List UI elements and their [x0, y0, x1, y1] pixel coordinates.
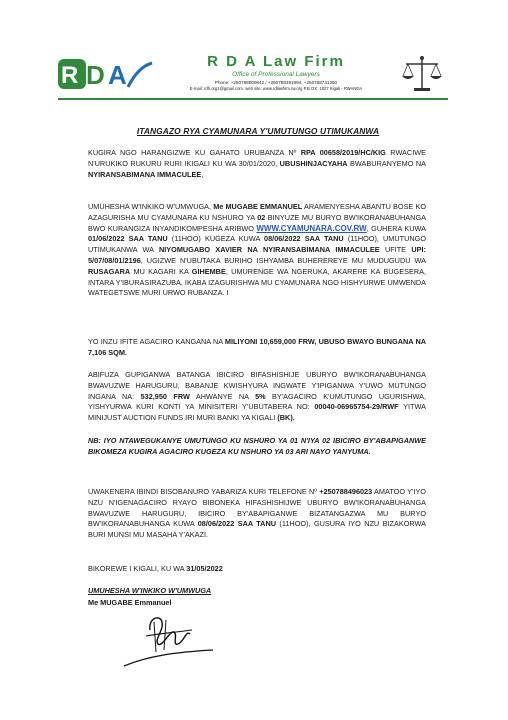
firm-name: R D A Law Firm: [207, 53, 345, 70]
firm-info: [160, 54, 392, 92]
paragraph-contact: UWAKENERA IBINDI BISOBANURO YABARIZA KURI TELEFONE Nº +250788496023 AMATOO Y'IYO NZU N'IGENAGACIRO RYAYO BIBONEKA HIFASHISHIJWE UBURYO BW'IKORANABUHANGA BWAVUZWE HARUGURU, IBICIRO BY'ABAPIGANWE BIZATANGAZWA MU BURYO BW'IKORANABUHANGA KUWA 08/06/2022 SAA TANU (11HOO), GUSURA IYO NZU BIZAKORWA BURI MUNSI MU MASAHA Y'AKAZI.: [88, 487, 426, 540]
signature-name: Me MUGABE Emmanuel: [88, 598, 172, 607]
header-divider: [58, 98, 448, 100]
handwritten-signature: [120, 600, 215, 670]
firm-contact-phone: Phone: +250788000842 / +250788391994, +250788741250: [214, 80, 338, 85]
firm-subtitle: Office of Professional Lawyers: [232, 71, 320, 78]
notice-title: ITANGAZO RYA CYAMUNARA Y'UMUTUNGO UTIMUKANWA: [136, 126, 380, 136]
rda-logo: [58, 57, 154, 91]
paragraph-case: KUGIRA NGO HARANGIZWE KU GAHATO URUBANZA Nº RPA 00658/2019/HC/KIG RWACIWE N'URUKIKO RUKURU RURI IKIGALI KU WA 30/01/2020, UBUSHINJACYAHA BWABURANYEMO NA NYIRANSABIMANA IMMACULEE,: [88, 148, 426, 179]
signature-title: UMUHESHA W'INKIKO W'UMWUGA: [88, 586, 212, 595]
scales-of-justice-icon: [400, 54, 444, 94]
svg-text:A: A: [108, 60, 127, 90]
svg-text:R: R: [61, 62, 79, 89]
svg-text:D: D: [86, 60, 105, 90]
paragraph-bidding: ABIFUZA GUPIGANWA BATANGA IBICIRO BIFASHISHIJE UBURYO BW'IKORANABUHANGA BWAVUZWE HARUGURU, BABANJE KWISHYURA INGWATE Y'IPIGANWA Y'UWO MUTUNGO INGANA NA: 532,950 FRW AHWANYE NA 5% BY'AGACIRO K'UMUTUNGO UGURISHWA, YISHYURWA KURI KONTI YA MINISITERI Y'UBUTABERA NO: 00040-06965754-29/RWF YITWA MINIJUST AUCTION FUNDS IRI MURI BANKI YA KIGALI (BK).: [88, 370, 427, 423]
paragraph-auction: UMUHESHA W'INKIKO W'UMWUGA, Me MUGABE EMMANUEL ARAMENYESHA ABANTU BOSE KO AZAGURISHA MU CYAMUNARA KU NSHURO YA 02 BINYUZE MU BURYO BW'IKORANABUHANGA BWO KURANGIZA INYANDIKOMPESHA ARIBWO WWW.CYAMUNARA.COV.RW, GUHERA KUWA 01/06/2022 SAA TANU (11HOO) KUGEZA KUWA 08/06/2022 SAA TANU (11HOO), UMUTUNGO UTIMUKANWA WA NIYOMUGABO XAVIER NA NYIRANSABIMANA IMMACULEE UFITE UPI: 5/07/08/01/2196, UGIZWE N'UBUTAKA BURIHO ISHYAMBA BUHEREREYE MU MUDUGUDU WA RUSAGARA MU KAGARI KA GIHEMBE, UMURENGE WA NGERUKA, AKARERE KA BUGESERA, INTARA Y'IBURASIRAZUBA, IKABA IZAGURISHWA MU CYAMUNARA NGO HISHYURWE UMWENDA WATEGETSWE MURI URWO RUBANZA. I: [88, 202, 426, 298]
auction-website-link[interactable]: WWW.CYAMUNARA.COV.RW: [256, 223, 367, 233]
paragraph-nb: NB: IYO NTAWEGUKANYE UMUTUNGO KU NSHURO YA 01 N'IYA 02 IBICIRO BY'ABAPIGANWE BIKOMEZA KUGIRA AGACIRO KUGEZA KU NSHURO YA 03 ARI NAYO YANYUMA.: [88, 436, 426, 456]
letterhead: [0, 0, 508, 108]
paragraph-date: BIKOREWE I KIGALI, KU WA 31/05/2022: [88, 564, 223, 573]
firm-contact-email: E-mail: rdh.org1@gmail.com, web site: www.rdlawfirm.rw.org P.B.OX: 1827 Kigali - RWANDA: [189, 86, 363, 91]
paragraph-value: YO INZU IFITE AGACIRO KANGANA NA MILIYONI 10,659,000 FRW, UBUSO BWAYO BUNGANA NA 7,106 SQM.: [88, 337, 426, 357]
